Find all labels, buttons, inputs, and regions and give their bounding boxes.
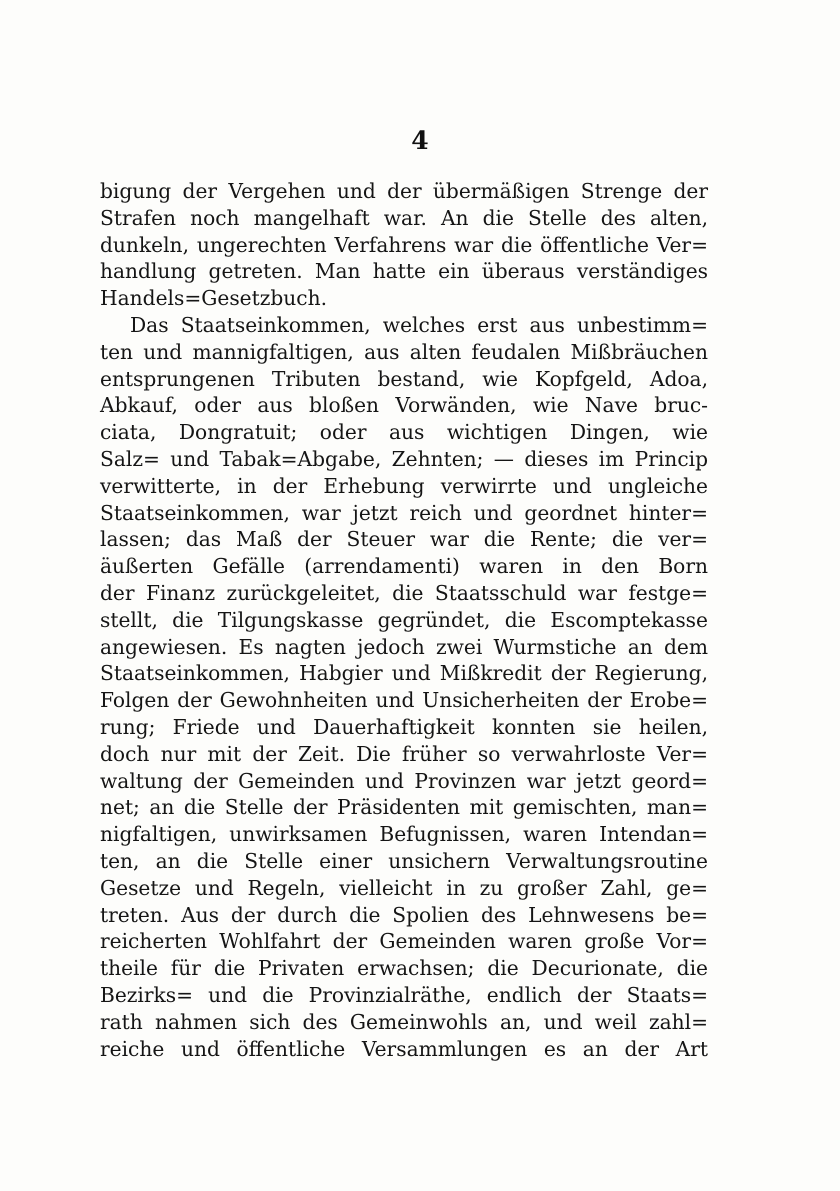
text-line: rung; Friede und Dauerhaftigkeit konnten sie heilen,	[100, 714, 708, 739]
text-line: Strafen noch mangelhaft war. An die Stelle des alten,	[100, 205, 708, 230]
text-line: verwitterte, in der Erhebung verwirrte und ungleiche	[100, 473, 708, 498]
body-text	[100, 178, 708, 1062]
text-line: reiche und öffentliche Versammlungen es an der Art	[100, 1036, 708, 1061]
text-line: theile für die Privaten erwachsen; die Decurionate, die	[100, 956, 708, 981]
text-line: lassen; das Maß der Steuer war die Rente; die ver=	[100, 527, 708, 552]
paragraph	[100, 312, 708, 1062]
text-line: angewiesen. Es nagten jedoch zwei Wurmstiche an dem	[100, 634, 708, 659]
text-line: Abkauf, oder aus bloßen Vorwänden, wie Nave bruc-	[100, 393, 708, 418]
text-line: Staatseinkommen, Habgier und Mißkredit der Regierung,	[100, 661, 708, 686]
text-line: bigung der Vergehen und der übermäßigen Strenge der	[100, 179, 708, 203]
text-line: stellt, die Tilgungskasse gegründet, die Escomptekasse	[100, 607, 708, 632]
text-line: handlung getreten. Man hatte ein überaus verständiges	[100, 259, 708, 284]
text-line: waltung der Gemeinden und Provinzen war jetzt geord=	[100, 768, 708, 793]
text-line: Bezirks= und die Provinzialräthe, endlich der Staats=	[100, 982, 708, 1007]
text-line: treten. Aus der durch die Spolien des Lehnwesens be=	[100, 902, 708, 927]
text-line: ten, an die Stelle einer unsichern Verwaltungsroutine	[100, 848, 708, 873]
text-line: entsprungenen Tributen bestand, wie Kopfgeld, Adoa,	[100, 366, 708, 391]
text-line: Folgen der Gewohnheiten und Unsicherheiten der Erobe=	[100, 688, 708, 713]
text-line: ten und mannigfaltigen, aus alten feudalen Mißbräuchen	[100, 339, 708, 364]
text-line: net; an die Stelle der Präsidenten mit gemischten, man=	[100, 795, 708, 820]
text-line: rath nahmen sich des Gemeinwohls an, und weil zahl=	[100, 1009, 708, 1034]
text-line: Salz= und Tabak=Abgabe, Zehnten; — dieses im Princip	[100, 446, 708, 471]
paragraph	[100, 178, 708, 312]
text-line: doch nur mit der Zeit. Die früher so verwahrloste Ver=	[100, 741, 708, 766]
text-line: nigfaltigen, unwirksamen Befugnissen, waren Intendan=	[100, 822, 708, 847]
text-line: reicherten Wohlfahrt der Gemeinden waren große Vor=	[100, 929, 708, 954]
text-line: dunkeln, ungerechten Verfahrens war die öffentliche Ver=	[100, 232, 708, 257]
text-line: äußerten Gefälle (arrendamenti) waren in den Born	[100, 554, 708, 579]
page-number: 4	[411, 126, 429, 155]
text-line: Handels=Gesetzbuch.	[100, 286, 328, 311]
text-line: ciata, Dongratuit; oder aus wichtigen Dingen, wie	[100, 420, 708, 445]
text-line: der Finanz zurückgeleitet, die Staatsschuld war festge=	[100, 580, 708, 605]
text-line: Staatseinkommen, war jetzt reich und geordnet hinter=	[100, 500, 708, 525]
text-line: Das Staatseinkommen, welches erst aus unbestimm=	[130, 312, 708, 337]
text-line: Gesetze und Regeln, vielleicht in zu großer Zahl, ge=	[100, 875, 708, 900]
